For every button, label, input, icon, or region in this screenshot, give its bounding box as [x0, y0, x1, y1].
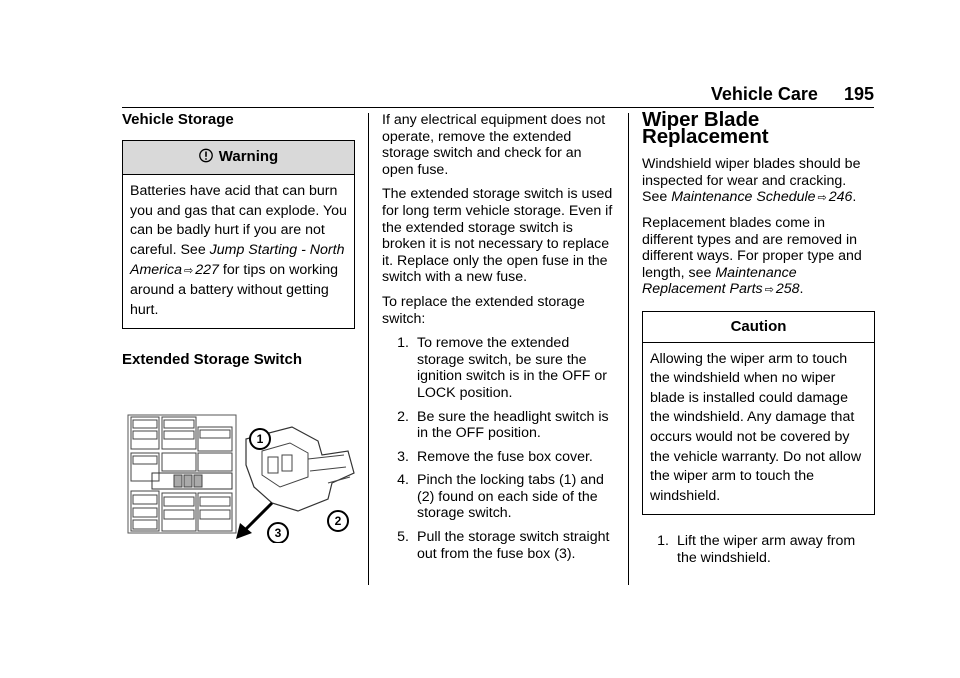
- list-item: 1. Lift the wiper arm away from the windshield.: [657, 533, 856, 566]
- column-3: [642, 108, 875, 573]
- warning-box: [122, 140, 355, 330]
- cross-reference-link[interactable]: Maintenance Replacement Parts ⇨ 258: [642, 264, 800, 298]
- fuse-box-diagram: [122, 413, 356, 543]
- cross-reference-link[interactable]: Maintenance Schedule ⇨ 246: [671, 189, 853, 206]
- list-item: 1. To remove the extended storage switch, be sure the ignition switch is in the OFF or LOCK position.: [397, 335, 608, 401]
- page-ref-arrow-icon: ⇨: [817, 192, 827, 205]
- column-divider: [628, 113, 629, 585]
- cross-reference-link[interactable]: Jump Starting - North America ⇨ 227: [130, 241, 345, 278]
- callout-3: 3: [274, 525, 282, 540]
- caution-text: Allowing the wiper arm to touch the windshield when no wiper blade is installed could damage the windshield. Any damage that occurs would not be covered by the vehicle warranty. Do not allow the wiper arm to touch the windshield.: [650, 350, 862, 504]
- paragraph: If any electrical equipment does not operate, remove the extended storage switch and check for an open fuse.: [382, 112, 606, 178]
- warning-header: [123, 141, 354, 176]
- warning-title: Warning: [218, 147, 279, 165]
- subsection-heading: Extended Storage Switch: [122, 351, 303, 369]
- page-header: [711, 84, 874, 105]
- caution-box: [642, 311, 875, 515]
- procedure-steps: [642, 533, 875, 566]
- section-heading: Wiper Blade Replacement: [642, 108, 769, 148]
- column-2: [382, 112, 617, 569]
- paragraph: The extended storage switch is used for long term vehicle storage. Even if the extended storage switch is broken it is not necessary to replace it. Replace only the open fuse in the switch with a new fuse.: [382, 186, 613, 286]
- page-ref-arrow-icon: ⇨: [764, 284, 774, 297]
- page-number: 195: [843, 84, 874, 104]
- warning-icon: [199, 148, 213, 169]
- column-1: [122, 112, 355, 548]
- callout-1: 1: [256, 431, 264, 446]
- section-title: Vehicle Care: [710, 84, 818, 104]
- caution-title: Caution: [643, 312, 874, 343]
- section-heading: Vehicle Storage: [122, 111, 234, 128]
- paragraph: To replace the extended storage switch:: [382, 293, 585, 327]
- list-item: 2. Be sure the headlight switch is in the OFF position.: [397, 408, 609, 442]
- extended-storage-switch-illustration: [122, 413, 355, 548]
- procedure-steps: [382, 335, 617, 562]
- callout-2: 2: [334, 513, 342, 528]
- column-divider: [368, 113, 369, 585]
- paragraph: Windshield wiper blades should be inspected for wear and cracking. See Maintenance Schedule ⇨ 246.: [642, 156, 861, 206]
- header-rule: [122, 107, 874, 108]
- list-item: 3. Remove the fuse box cover.: [397, 448, 593, 465]
- list-item: 5. Pull the storage switch straight out from the fuse box (3).: [397, 529, 610, 562]
- list-item: 4. Pinch the locking tabs (1) and (2) found on each side of the storage switch.: [397, 472, 604, 522]
- paragraph: Replacement blades come in different types and are removed in different ways. For proper type and length, see Maintenance Replacement Parts ⇨ 258.: [642, 214, 862, 298]
- warning-text: Batteries have acid that can burn you and gas that can explode. You can be badly hurt if you are not careful. See Jump Starting - North America ⇨ 227 for tips on working around a battery without getting hurt.: [130, 183, 347, 318]
- page-ref-arrow-icon: ⇨: [184, 264, 194, 277]
